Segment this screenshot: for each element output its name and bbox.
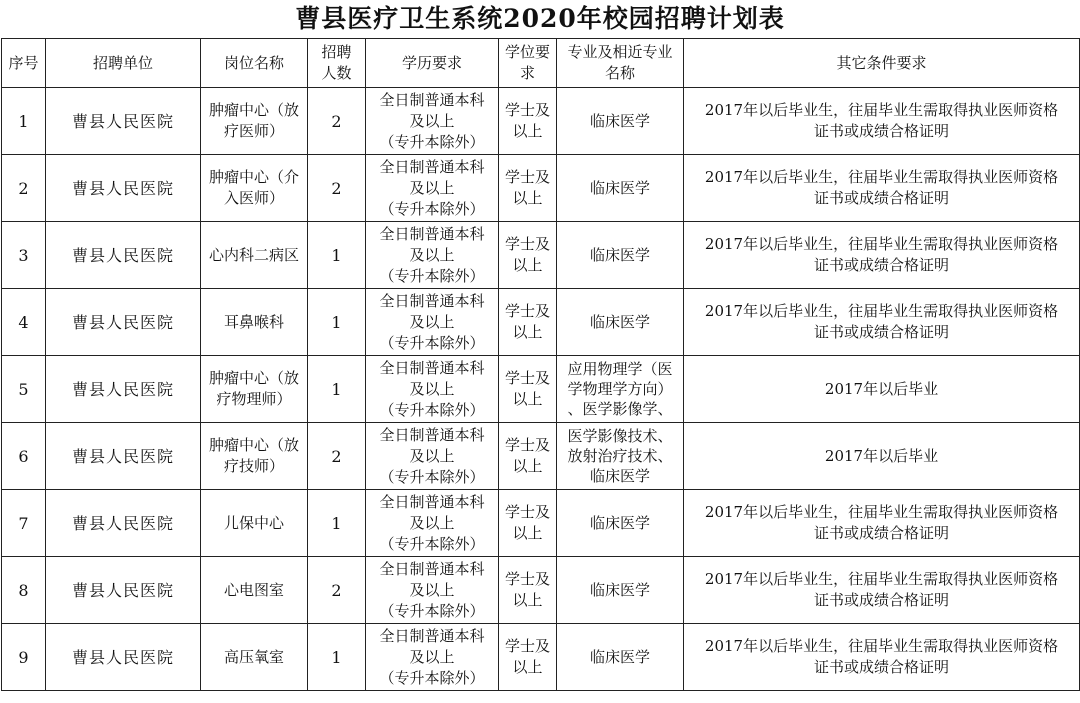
header-degree-line2: 求 [519, 64, 535, 82]
major-clip [559, 426, 681, 486]
major-clip [559, 178, 681, 198]
table-row [2, 88, 1080, 155]
position-line1: 心电图室 [223, 580, 284, 599]
seq-text: 8 [18, 580, 29, 600]
major-line1: 临床医学 [589, 112, 650, 130]
table-row [2, 356, 1080, 423]
cell-major [557, 423, 684, 490]
position-line1: 儿保中心 [223, 513, 284, 532]
education-line1: 全日制普通本科 [379, 425, 485, 444]
degree-line1: 学士及 [504, 168, 550, 186]
degree-line1: 学士及 [504, 570, 550, 588]
cell-position [201, 624, 308, 691]
cell-education [366, 423, 499, 490]
education-line3: （专升本除外） [379, 132, 485, 151]
header-count [308, 39, 366, 88]
cell-other [684, 490, 1080, 557]
table-header-row [2, 39, 1080, 88]
major-clip [559, 312, 681, 332]
cell-unit [46, 490, 201, 557]
degree-line1: 学士及 [504, 503, 550, 521]
cell-degree [499, 289, 557, 356]
major-line1: 临床医学 [589, 581, 650, 599]
count-text: 1 [331, 647, 342, 667]
cell-count [308, 490, 366, 557]
cell-major [557, 222, 684, 289]
cell-major [557, 356, 684, 423]
cell-seq [2, 222, 46, 289]
cell-count [308, 289, 366, 356]
cell-unit [46, 88, 201, 155]
unit-text: 曹县人民医院 [71, 312, 174, 332]
degree-line1: 学士及 [504, 302, 550, 320]
education-line2: 及以上 [409, 647, 455, 666]
header-other: 其它条件要求 [684, 39, 1080, 88]
unit-text: 曹县人民医院 [71, 379, 174, 399]
table-body [2, 88, 1080, 691]
degree-line2: 以上 [512, 323, 543, 341]
cell-other [684, 557, 1080, 624]
position-line1: 肿瘤中心（介 [208, 168, 299, 186]
other-line2: 证书或成绩合格证明 [813, 658, 949, 676]
degree-line1: 学士及 [504, 235, 550, 253]
position-line1: 心内科二病区 [208, 245, 299, 264]
seq-text: 1 [18, 111, 29, 131]
education-line2: 及以上 [409, 312, 455, 331]
header-degree-line1: 学位要 [504, 43, 550, 61]
education-line2: 及以上 [409, 111, 455, 130]
major-line2: 放射治疗技术、 [567, 447, 673, 465]
count-text: 2 [331, 111, 342, 131]
header-count-line1: 招聘 [321, 43, 352, 61]
major-clip [559, 647, 681, 667]
seq-text: 3 [18, 245, 29, 265]
cell-seq [2, 155, 46, 222]
degree-line2: 以上 [512, 457, 543, 475]
count-text: 1 [331, 245, 342, 265]
education-line1: 全日制普通本科 [379, 224, 485, 243]
major-line1: 临床医学 [589, 648, 650, 666]
position-line2: 入医师） [223, 189, 284, 207]
cell-degree [499, 557, 557, 624]
degree-line2: 以上 [512, 122, 543, 140]
cell-major [557, 88, 684, 155]
major-clip [559, 245, 681, 265]
cell-other [684, 423, 1080, 490]
cell-seq [2, 289, 46, 356]
education-line1: 全日制普通本科 [379, 157, 485, 176]
header-position: 岗位名称 [201, 39, 308, 88]
cell-seq [2, 356, 46, 423]
count-text: 1 [331, 513, 342, 533]
other-line1: 2017年以后毕业生，往届毕业生需取得执业医师资格 [704, 637, 1059, 655]
other-line1: 2017年以后毕业 [824, 446, 939, 465]
cell-other [684, 88, 1080, 155]
cell-education [366, 88, 499, 155]
cell-seq [2, 423, 46, 490]
other-line1: 2017年以后毕业生，往届毕业生需取得执业医师资格 [704, 101, 1059, 119]
other-line2: 证书或成绩合格证明 [813, 323, 949, 341]
cell-seq [2, 490, 46, 557]
cell-other [684, 356, 1080, 423]
position-line2: 疗技师） [223, 457, 284, 475]
education-line1: 全日制普通本科 [379, 291, 485, 310]
seq-text: 2 [18, 178, 29, 198]
seq-text: 7 [18, 513, 29, 533]
education-line3: （专升本除外） [379, 400, 485, 419]
unit-text: 曹县人民医院 [71, 111, 174, 131]
cell-position [201, 222, 308, 289]
cell-count [308, 557, 366, 624]
cell-education [366, 289, 499, 356]
degree-line2: 以上 [512, 591, 543, 609]
cell-count [308, 88, 366, 155]
cell-degree [499, 490, 557, 557]
table-row [2, 222, 1080, 289]
cell-major [557, 289, 684, 356]
major-line1: 应用物理学（医 [567, 360, 673, 378]
cell-position [201, 356, 308, 423]
cell-other [684, 289, 1080, 356]
unit-text: 曹县人民医院 [71, 580, 174, 600]
header-unit: 招聘单位 [46, 39, 201, 88]
cell-position [201, 490, 308, 557]
cell-position [201, 155, 308, 222]
cell-seq [2, 557, 46, 624]
unit-text: 曹县人民医院 [71, 513, 174, 533]
cell-education [366, 624, 499, 691]
cell-seq [2, 624, 46, 691]
degree-line2: 以上 [512, 658, 543, 676]
cell-unit [46, 356, 201, 423]
major-line1: 临床医学 [589, 179, 650, 197]
seq-text: 5 [18, 379, 29, 399]
education-line3: （专升本除外） [379, 199, 485, 218]
cell-unit [46, 222, 201, 289]
table-row [2, 557, 1080, 624]
position-line2: 疗医师） [223, 122, 284, 140]
degree-line1: 学士及 [504, 436, 550, 454]
education-line3: （专升本除外） [379, 601, 485, 620]
header-count-line2: 人数 [321, 64, 352, 82]
major-line1: 临床医学 [589, 313, 650, 331]
degree-line2: 以上 [512, 189, 543, 207]
cell-degree [499, 155, 557, 222]
count-text: 1 [331, 379, 342, 399]
major-clip [559, 111, 681, 131]
page-title: 曹县医疗卫生系统2020年校园招聘计划表 [295, 4, 785, 33]
major-clip [559, 513, 681, 533]
education-line2: 及以上 [409, 379, 455, 398]
count-text: 2 [331, 178, 342, 198]
position-line1: 肿瘤中心（放 [208, 101, 299, 119]
other-line2: 证书或成绩合格证明 [813, 189, 949, 207]
degree-line1: 学士及 [504, 637, 550, 655]
cell-position [201, 423, 308, 490]
cell-major [557, 490, 684, 557]
education-line1: 全日制普通本科 [379, 559, 485, 578]
cell-count [308, 423, 366, 490]
degree-line2: 以上 [512, 256, 543, 274]
cell-count [308, 624, 366, 691]
other-line1: 2017年以后毕业生，往届毕业生需取得执业医师资格 [704, 570, 1059, 588]
count-text: 1 [331, 312, 342, 332]
unit-text: 曹县人民医院 [71, 446, 174, 466]
cell-unit [46, 624, 201, 691]
education-line2: 及以上 [409, 178, 455, 197]
education-line3: （专升本除外） [379, 266, 485, 285]
header-education: 学历要求 [366, 39, 499, 88]
table-row [2, 155, 1080, 222]
cell-seq [2, 88, 46, 155]
major-line1: 临床医学 [589, 514, 650, 532]
cell-major [557, 155, 684, 222]
position-line1: 高压氧室 [223, 647, 284, 666]
cell-position [201, 289, 308, 356]
header-degree [499, 39, 557, 88]
cell-unit [46, 557, 201, 624]
other-line2: 证书或成绩合格证明 [813, 122, 949, 140]
cell-position [201, 88, 308, 155]
education-line3: （专升本除外） [379, 333, 485, 352]
cell-education [366, 557, 499, 624]
cell-degree [499, 356, 557, 423]
degree-line2: 以上 [512, 524, 543, 542]
major-line3: 临床医学 [589, 467, 650, 485]
other-line2: 证书或成绩合格证明 [813, 256, 949, 274]
seq-text: 4 [18, 312, 29, 332]
other-line1: 2017年以后毕业生，往届毕业生需取得执业医师资格 [704, 302, 1059, 320]
other-line2: 证书或成绩合格证明 [813, 591, 949, 609]
table-row [2, 289, 1080, 356]
education-line1: 全日制普通本科 [379, 626, 485, 645]
cell-count [308, 222, 366, 289]
major-line1: 医学影像技术、 [567, 427, 673, 445]
cell-other [684, 624, 1080, 691]
cell-other [684, 222, 1080, 289]
table-row [2, 624, 1080, 691]
unit-text: 曹县人民医院 [71, 178, 174, 198]
cell-degree [499, 423, 557, 490]
cell-unit [46, 423, 201, 490]
degree-line1: 学士及 [504, 369, 550, 387]
degree-line1: 学士及 [504, 101, 550, 119]
header-major-line1: 专业及相近专业 [567, 43, 673, 61]
cell-unit [46, 289, 201, 356]
cell-education [366, 222, 499, 289]
education-line3: （专升本除外） [379, 467, 485, 486]
major-line3: 、医学影像学、 [567, 400, 673, 418]
cell-degree [499, 88, 557, 155]
education-line3: （专升本除外） [379, 668, 485, 687]
count-text: 2 [331, 580, 342, 600]
education-line2: 及以上 [409, 580, 455, 599]
header-seq: 序号 [2, 39, 46, 88]
cell-count [308, 356, 366, 423]
cell-major [557, 624, 684, 691]
recruitment-table [1, 38, 1080, 691]
unit-text: 曹县人民医院 [71, 647, 174, 667]
cell-degree [499, 624, 557, 691]
education-line1: 全日制普通本科 [379, 358, 485, 377]
cell-education [366, 155, 499, 222]
position-line2: 疗物理师） [216, 390, 292, 408]
cell-major [557, 557, 684, 624]
other-line2: 证书或成绩合格证明 [813, 524, 949, 542]
major-line2: 学物理学方向） [567, 380, 673, 398]
table-row [2, 423, 1080, 490]
other-line1: 2017年以后毕业生，往届毕业生需取得执业医师资格 [704, 168, 1059, 186]
cell-position [201, 557, 308, 624]
cell-education [366, 356, 499, 423]
major-clip [559, 359, 681, 419]
education-line2: 及以上 [409, 513, 455, 532]
education-line3: （专升本除外） [379, 534, 485, 553]
seq-text: 9 [18, 647, 29, 667]
cell-count [308, 155, 366, 222]
education-line2: 及以上 [409, 446, 455, 465]
position-line1: 肿瘤中心（放 [208, 436, 299, 454]
degree-line2: 以上 [512, 390, 543, 408]
education-line1: 全日制普通本科 [379, 492, 485, 511]
header-major-line2: 名称 [604, 64, 635, 82]
cell-degree [499, 222, 557, 289]
seq-text: 6 [18, 446, 29, 466]
position-line1: 耳鼻喉科 [223, 312, 284, 331]
cell-education [366, 490, 499, 557]
table-row [2, 490, 1080, 557]
education-line2: 及以上 [409, 245, 455, 264]
other-line1: 2017年以后毕业生，往届毕业生需取得执业医师资格 [704, 503, 1059, 521]
major-clip [559, 580, 681, 600]
unit-text: 曹县人民医院 [71, 245, 174, 265]
count-text: 2 [331, 446, 342, 466]
header-major [557, 39, 684, 88]
education-line1: 全日制普通本科 [379, 90, 485, 109]
other-line1: 2017年以后毕业 [824, 379, 939, 398]
other-line1: 2017年以后毕业生，往届毕业生需取得执业医师资格 [704, 235, 1059, 253]
position-line1: 肿瘤中心（放 [208, 369, 299, 387]
cell-unit [46, 155, 201, 222]
cell-other [684, 155, 1080, 222]
major-line1: 临床医学 [589, 246, 650, 264]
